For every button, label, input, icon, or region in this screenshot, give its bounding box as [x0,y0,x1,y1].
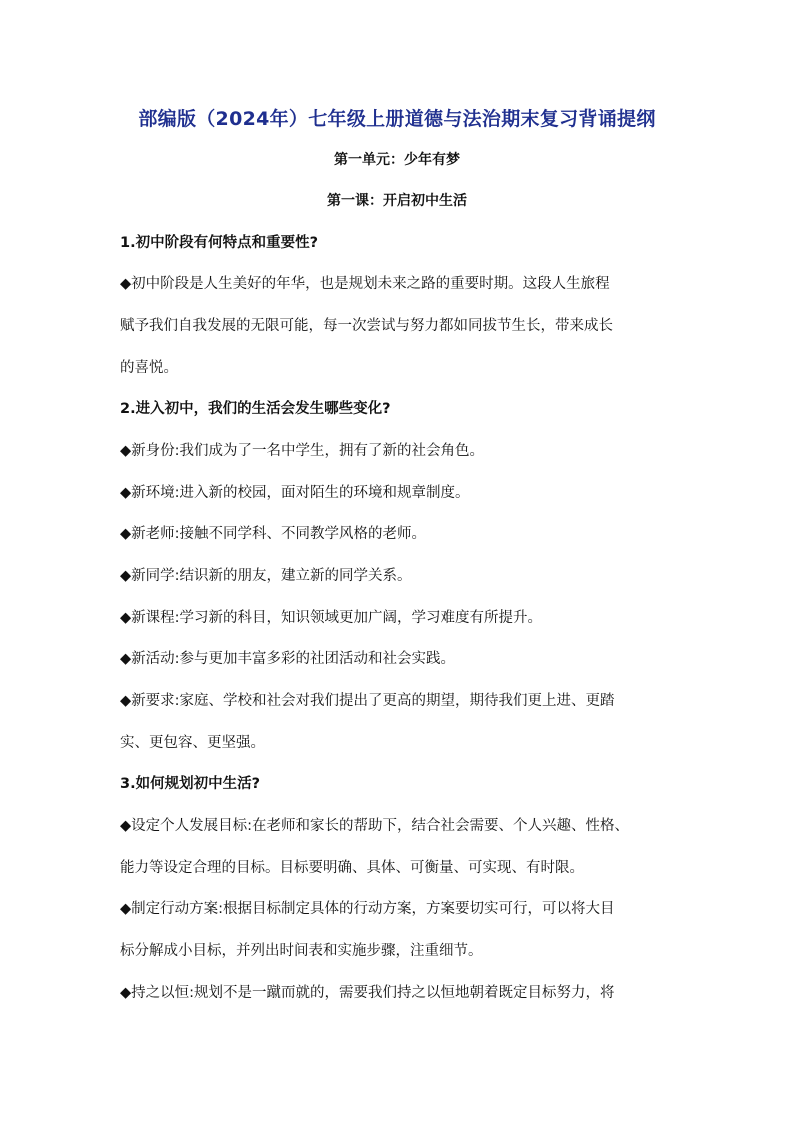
answer-1-line-3: 的喜悦。 [120,360,178,376]
answer-2-item-3: ◆新老师:接触不同学科、不同教学风格的老师。 [120,526,427,542]
question-3: 3.如何规划初中生活? [120,776,261,792]
unit-heading: 第一单元：少年有梦 [334,152,460,168]
answer-2-item-6: ◆新活动:参与更加丰富多彩的社团活动和社会实践。 [120,651,456,667]
answer-2-item-2: ◆新环境:进入新的校园，面对陌生的环境和规章制度。 [120,485,470,501]
answer-2-item-7-line-2: 实、更包容、更坚强。 [120,735,265,751]
answer-3-item-1-line-1: ◆设定个人发展目标:在老师和家长的帮助下，结合社会需要、个人兴趣、性格、 [120,818,630,834]
lesson-heading: 第一课：开启初中生活 [327,193,467,209]
document-title: 部编版（2024年）七年级上册道德与法治期末复习背诵提纲 [138,108,656,130]
answer-2-item-4: ◆新同学:结识新的朋友，建立新的同学关系。 [120,568,412,584]
question-2: 2.进入初中，我们的生活会发生哪些变化? [120,401,391,417]
answer-3-item-2-line-2: 标分解成小目标，并列出时间表和实施步骤，注重细节。 [120,943,483,959]
answer-3-item-2-line-1: ◆制定行动方案:根据目标制定具体的行动方案，方案要切实可行，可以将大目 [120,901,615,917]
answer-2-item-1: ◆新身份:我们成为了一名中学生，拥有了新的社会角色。 [120,443,485,459]
answer-2-item-7-line-1: ◆新要求:家庭、学校和社会对我们提出了更高的期望，期待我们更上进、更踏 [120,693,615,709]
answer-3-item-3-line-1: ◆持之以恒:规划不是一蹴而就的，需要我们持之以恒地朝着既定目标努力，将 [120,985,615,1001]
question-1: 1.初中阶段有何特点和重要性? [120,235,319,251]
answer-2-item-5: ◆新课程:学习新的科目，知识领域更加广阔，学习难度有所提升。 [120,610,543,626]
answer-1-line-2: 赋予我们自我发展的无限可能，每一次尝试与努力都如同拔节生长，带来成长 [120,318,613,334]
answer-3-item-1-line-2: 能力等设定合理的目标。目标要明确、具体、可衡量、可实现、有时限。 [120,860,584,876]
answer-1-line-1: ◆初中阶段是人生美好的年华，也是规划未来之路的重要时期。这段人生旅程 [120,276,610,292]
